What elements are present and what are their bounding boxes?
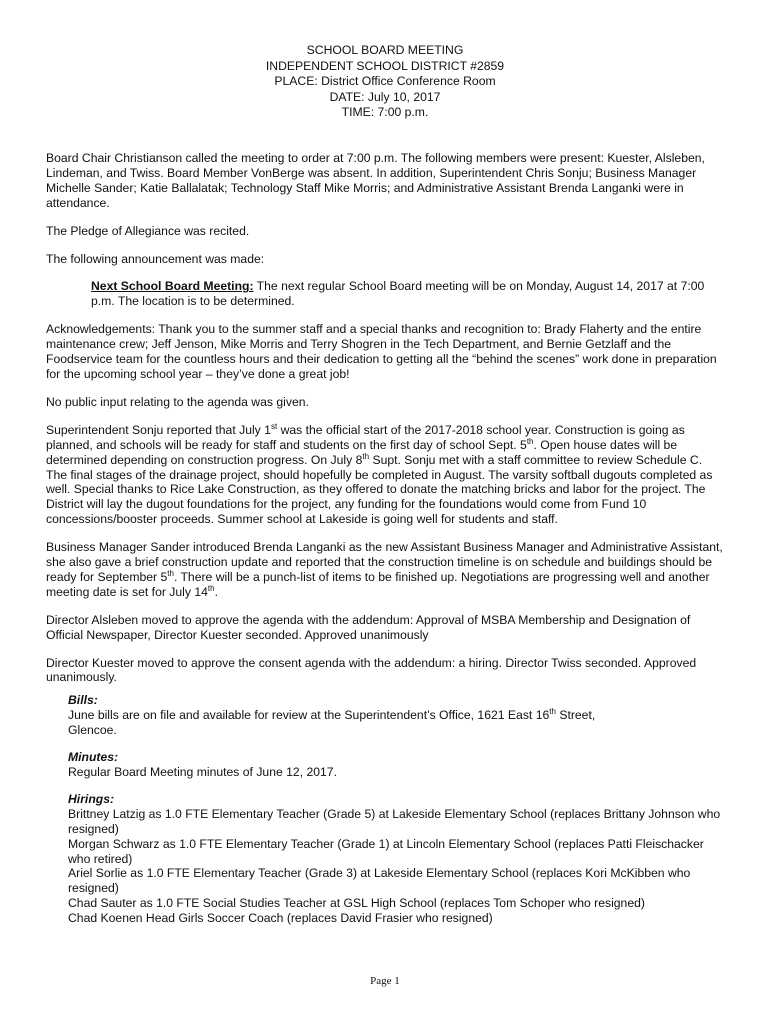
bills-section xyxy=(68,693,726,738)
header-date: DATE: July 10, 2017 xyxy=(329,89,441,104)
public-input-paragraph: No public input relating to the agenda was given. xyxy=(46,394,309,409)
page-number: Page 1 xyxy=(370,975,400,987)
bills-text xyxy=(68,708,726,723)
header-place: PLACE: District Office Conference Room xyxy=(274,74,496,88)
announcement-paragraph xyxy=(91,279,726,309)
acknowledgements-paragraph: Acknowledgements: Thank you to the summer staff and a special thanks and recognition to: Brady Flaherty and the entire maintenance crew; Jeff Jenson, Mike Morris and Terry Shogren in the Tech Department, and Bernie Getzlaff and the Foodservice team for the countless hours and their dedication to getting all the “behind the scenes” work done in preparation for the upcoming school year – they’ve done a great job! xyxy=(46,322,717,381)
ordinal-suffix: th xyxy=(167,568,174,578)
minutes-body xyxy=(46,151,726,938)
hiring-item: Brittney Latzig as 1.0 FTE Elementary Teacher (Grade 5) at Lakeside Elementary School (replaces Brittany Johnson who resigned) xyxy=(68,806,721,836)
ordinal-suffix: th xyxy=(207,583,215,593)
bills-heading: Bills: xyxy=(68,693,98,708)
call-to-order-paragraph: Board Chair Christianson called the meeting to order at 7:00 p.m. The following members were present: Kuester, Alsleben, Lindeman, and Twiss. Board Member VonBerge was absent. In addition, Superintendent Chris Sonju; Business Manager Michelle Sander; Katie Ballalatak; Technology Staff Mike Morris; and Administrative Assistant Brenda Langanki were in attendance. xyxy=(46,151,705,210)
hiring-item: Chad Sauter as 1.0 FTE Social Studies Teacher at GSL High School (replaces Tom Schoper who resigned) xyxy=(68,896,645,911)
superintendent-report-text: Superintendent Sonju reported that July 1 xyxy=(46,422,271,437)
business-manager-text: . xyxy=(214,584,218,599)
business-manager-text: . There will be a punch-list of items to be finished up. Negotiations are progressing well and another meeting date is set for July 14 xyxy=(46,569,710,599)
hiring-item: Chad Koenen Head Girls Soccer Coach (replaces David Frasier who resigned) xyxy=(68,911,493,926)
announcement-text: The next regular School Board meeting will be on Monday, August 14, 2017 at 7:00 p.m. The location is to be determined. xyxy=(91,279,705,309)
agenda-motion-paragraph: Director Alsleben moved to approve the agenda with the addendum: Approval of MSBA Membership and Designation of Official Newspaper, Director Kuester seconded. Approved unanimously xyxy=(46,612,691,642)
ordinal-suffix: st xyxy=(270,421,278,431)
superintendent-report-paragraph xyxy=(46,423,726,527)
bills-text-part: Street, xyxy=(555,708,596,723)
minutes-heading: Minutes: xyxy=(68,750,119,765)
superintendent-report-text: . Open house dates will be determined depending on construction progress. On July 8 xyxy=(46,437,678,467)
hirings-section xyxy=(68,792,726,926)
header-time: TIME: 7:00 p.m. xyxy=(341,105,429,119)
header-district: INDEPENDENT SCHOOL DISTRICT #2859 xyxy=(265,58,505,73)
ordinal-suffix: th xyxy=(526,436,534,446)
business-manager-text: Business Manager Sander introduced Brenda Langanki as the new Assistant Business Manager and Administrative Assistant, she also gave a brief construction update and reported that the construction timeline is on schedule and buildings should be ready for September 5 xyxy=(46,540,723,584)
pledge-paragraph: The Pledge of Allegiance was recited. xyxy=(46,223,250,238)
announcement-intro: The following announcement was made: xyxy=(46,251,265,266)
minutes-text: Regular Board Meeting minutes of June 12, 2017. xyxy=(68,765,337,779)
hirings-heading: Hirings: xyxy=(68,791,115,806)
business-manager-paragraph xyxy=(46,540,726,600)
superintendent-report-text: was the official start of the 2017-2018 school year. Construction is going as planned, and schools will be ready for staff and students on the first day of school Sept. 5 xyxy=(46,422,685,452)
minutes-section xyxy=(68,750,726,780)
consent-agenda-paragraph: Director Kuester moved to approve the consent agenda with the addendum: a hiring. Director Twiss seconded. Approved unanimously. xyxy=(46,655,697,685)
header-title: SCHOOL BOARD MEETING xyxy=(306,43,464,57)
announcement-label: Next School Board Meeting: xyxy=(91,279,254,294)
ordinal-suffix: th xyxy=(549,707,556,717)
bills-text-part: June bills are on file and available for review at the Superintendent’s Office, 1621 East 16 xyxy=(68,708,550,723)
superintendent-report-text: Supt. Sonju met with a staff committee to review Schedule C. The final stages of the drainage project, should hopefully be completed in August. The varsity softball dugouts completed as well. Special thanks to Rice Lake Construction, as they offered to donate the matching bricks and labor for the project. The District will lay the dugout foundations for the project, any funding for the foundations would come from Fund 10 concessions/booster proceeds. Summer school at Lakeside is going well for students and staff. xyxy=(46,452,713,527)
ordinal-suffix: th xyxy=(362,451,370,461)
hiring-item: Ariel Sorlie as 1.0 FTE Elementary Teacher (Grade 3) at Lakeside Elementary School (replaces Kori McKibben who resigned) xyxy=(68,866,691,896)
bills-text-city: Glencoe. xyxy=(68,723,117,738)
hiring-item: Morgan Schwarz as 1.0 FTE Elementary Teacher (Grade 1) at Lincoln Elementary School (replaces Patti Fleischacker who retired) xyxy=(68,836,704,866)
meeting-header xyxy=(0,43,770,121)
